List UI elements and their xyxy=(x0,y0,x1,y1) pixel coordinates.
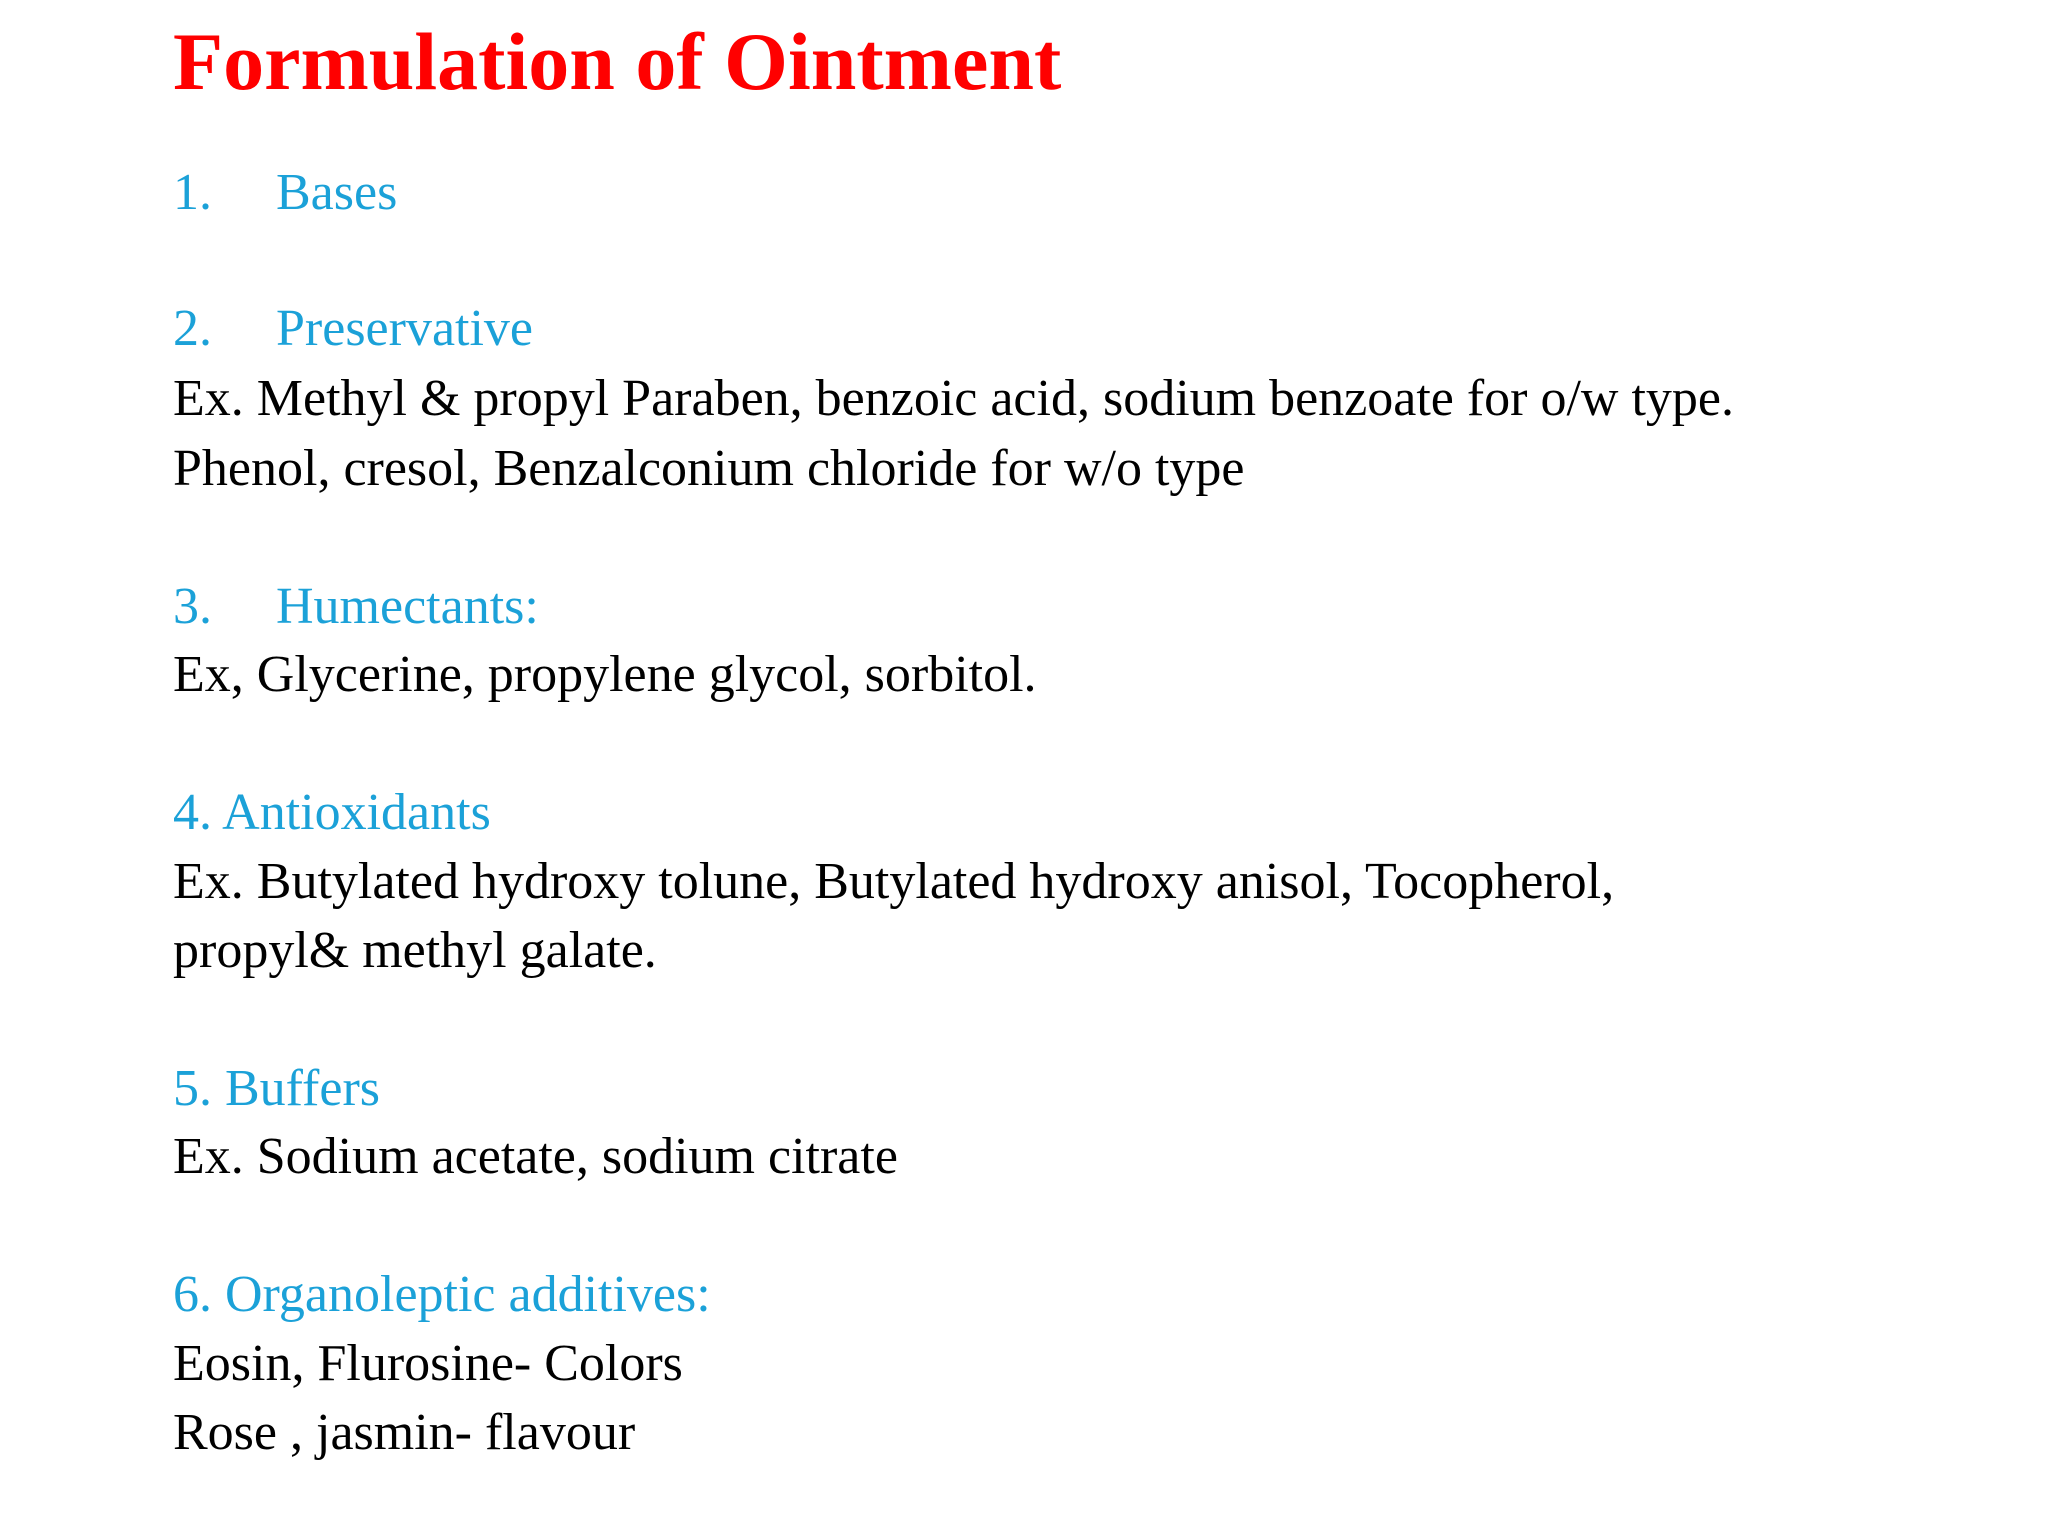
section-heading-antioxidants xyxy=(173,782,491,844)
section-number: 1. xyxy=(173,164,212,221)
section-number: 3. xyxy=(173,578,212,635)
section-title: Bases xyxy=(276,164,398,221)
section-number: 6. xyxy=(173,1266,212,1323)
section-heading-organoleptic-additives xyxy=(173,1264,711,1326)
page-title: Formulation of Ointment xyxy=(173,16,1062,107)
section-title: Antioxidants xyxy=(222,784,491,841)
section-line: Ex. Methyl & propyl Paraben, benzoic acid, sodium benzoate for o/w type. xyxy=(173,370,1735,427)
section-line: propyl& methyl galate. xyxy=(173,922,657,979)
section-title: Preservative xyxy=(276,300,534,357)
section-heading-preservative xyxy=(173,298,533,360)
section-line: Ex, Glycerine, propylene glycol, sorbitol. xyxy=(173,646,1037,703)
section-line: Eosin, Flurosine- Colors xyxy=(173,1335,683,1392)
section-number: 4. xyxy=(173,784,212,841)
section-line: Phenol, cresol, Benzalconium chloride for w/o type xyxy=(173,440,1245,497)
section-heading-humectants xyxy=(173,576,539,638)
section-number: 2. xyxy=(173,300,212,357)
section-heading-buffers xyxy=(173,1058,380,1120)
section-title: Buffers xyxy=(225,1060,381,1117)
section-number: 5. xyxy=(173,1060,212,1117)
section-heading-bases xyxy=(173,162,397,224)
section-line: Rose , jasmin- flavour xyxy=(173,1404,636,1461)
section-line: Ex. Butylated hydroxy tolune, Butylated hydroxy anisol, Tocopherol, xyxy=(173,853,1615,910)
section-title: Humectants: xyxy=(276,578,539,635)
section-line: Ex. Sodium acetate, sodium citrate xyxy=(173,1128,898,1185)
section-title: Organoleptic additives: xyxy=(225,1266,711,1323)
